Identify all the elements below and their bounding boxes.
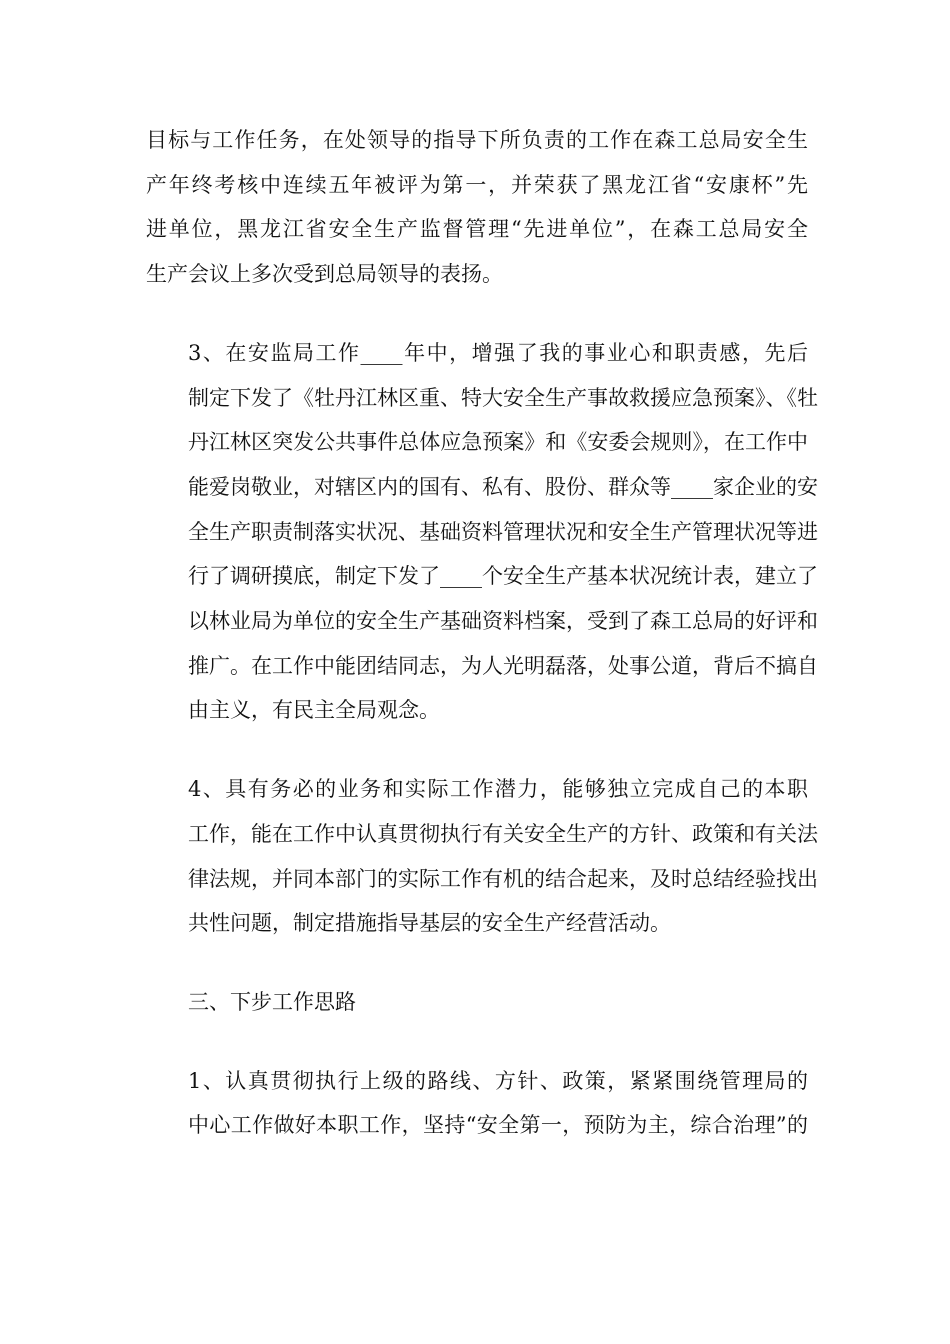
text-line: 生产会议上多次受到总局领导的表扬。 — [146, 262, 503, 287]
text-line: 进单位，黑龙江省安全生产监督管理“先进单位”，在森工总局安全 — [146, 217, 808, 242]
text-line: 目标与工作任务，在处领导的指导下所负责的工作在森工总局安全生 — [146, 128, 808, 152]
text-line: 以林业局为单位的安全生产基础资料档案，受到了森工总局的好评和 — [188, 609, 818, 634]
text-line: 1、认真贯彻执行上级的路线、方针、政策，紧紧围绕管理局的 — [188, 1068, 808, 1093]
paragraph-next-item-1 — [146, 1059, 808, 1148]
text-line: 行了调研摸底，制定下发了____个安全生产基本状况统计表，建立了 — [188, 564, 818, 589]
document-page — [146, 118, 818, 1182]
text-line: 丹江林区突发公共事件总体应急预案》和《安委会规则》，在工作中 — [188, 430, 808, 455]
section-heading: 三、下步工作思路 — [188, 989, 356, 1014]
text-line: 4、具有务必的业务和实际工作潜力，能够独立完成自己的本职 — [188, 777, 808, 802]
text-line: 制定下发了《牡丹江林区重、特大安全生产事故救援应急预案》、《牡 — [188, 385, 818, 410]
paragraph-item-4 — [146, 767, 818, 946]
text-line: 产年终考核中连续五年被评为第一，并荣获了黑龙江省“安康杯”先 — [146, 172, 808, 197]
text-line: 全生产职责制落实状况、基础资料管理状况和安全生产管理状况等进 — [188, 519, 818, 544]
text-line: 工作，能在工作中认真贯彻执行有关安全生产的方针、政策和有关法 — [188, 821, 818, 846]
text-line: 能爱岗敬业，对辖区内的国有、私有、股份、群众等____家企业的安 — [188, 474, 818, 499]
text-line: 由主义，有民主全局观念。 — [188, 698, 440, 723]
section-heading-next-steps — [146, 980, 808, 1025]
text-line: 3、在安监局工作____年中，增强了我的事业心和职责感，先后 — [188, 340, 808, 365]
text-line: 律法规，并同本部门的实际工作有机的结合起来，及时总结经验找出 — [188, 866, 818, 891]
paragraph-work-achievements — [146, 118, 808, 297]
text-line: 推广。在工作中能团结同志，为人光明磊落，处事公道，背后不搞自 — [188, 653, 818, 678]
paragraph-item-3 — [146, 331, 818, 733]
text-line: 共性问题，制定措施指导基层的安全生产经营活动。 — [188, 911, 671, 936]
text-line: 中心工作做好本职工作，坚持“安全第一，预防为主，综合治理”的 — [188, 1113, 808, 1138]
